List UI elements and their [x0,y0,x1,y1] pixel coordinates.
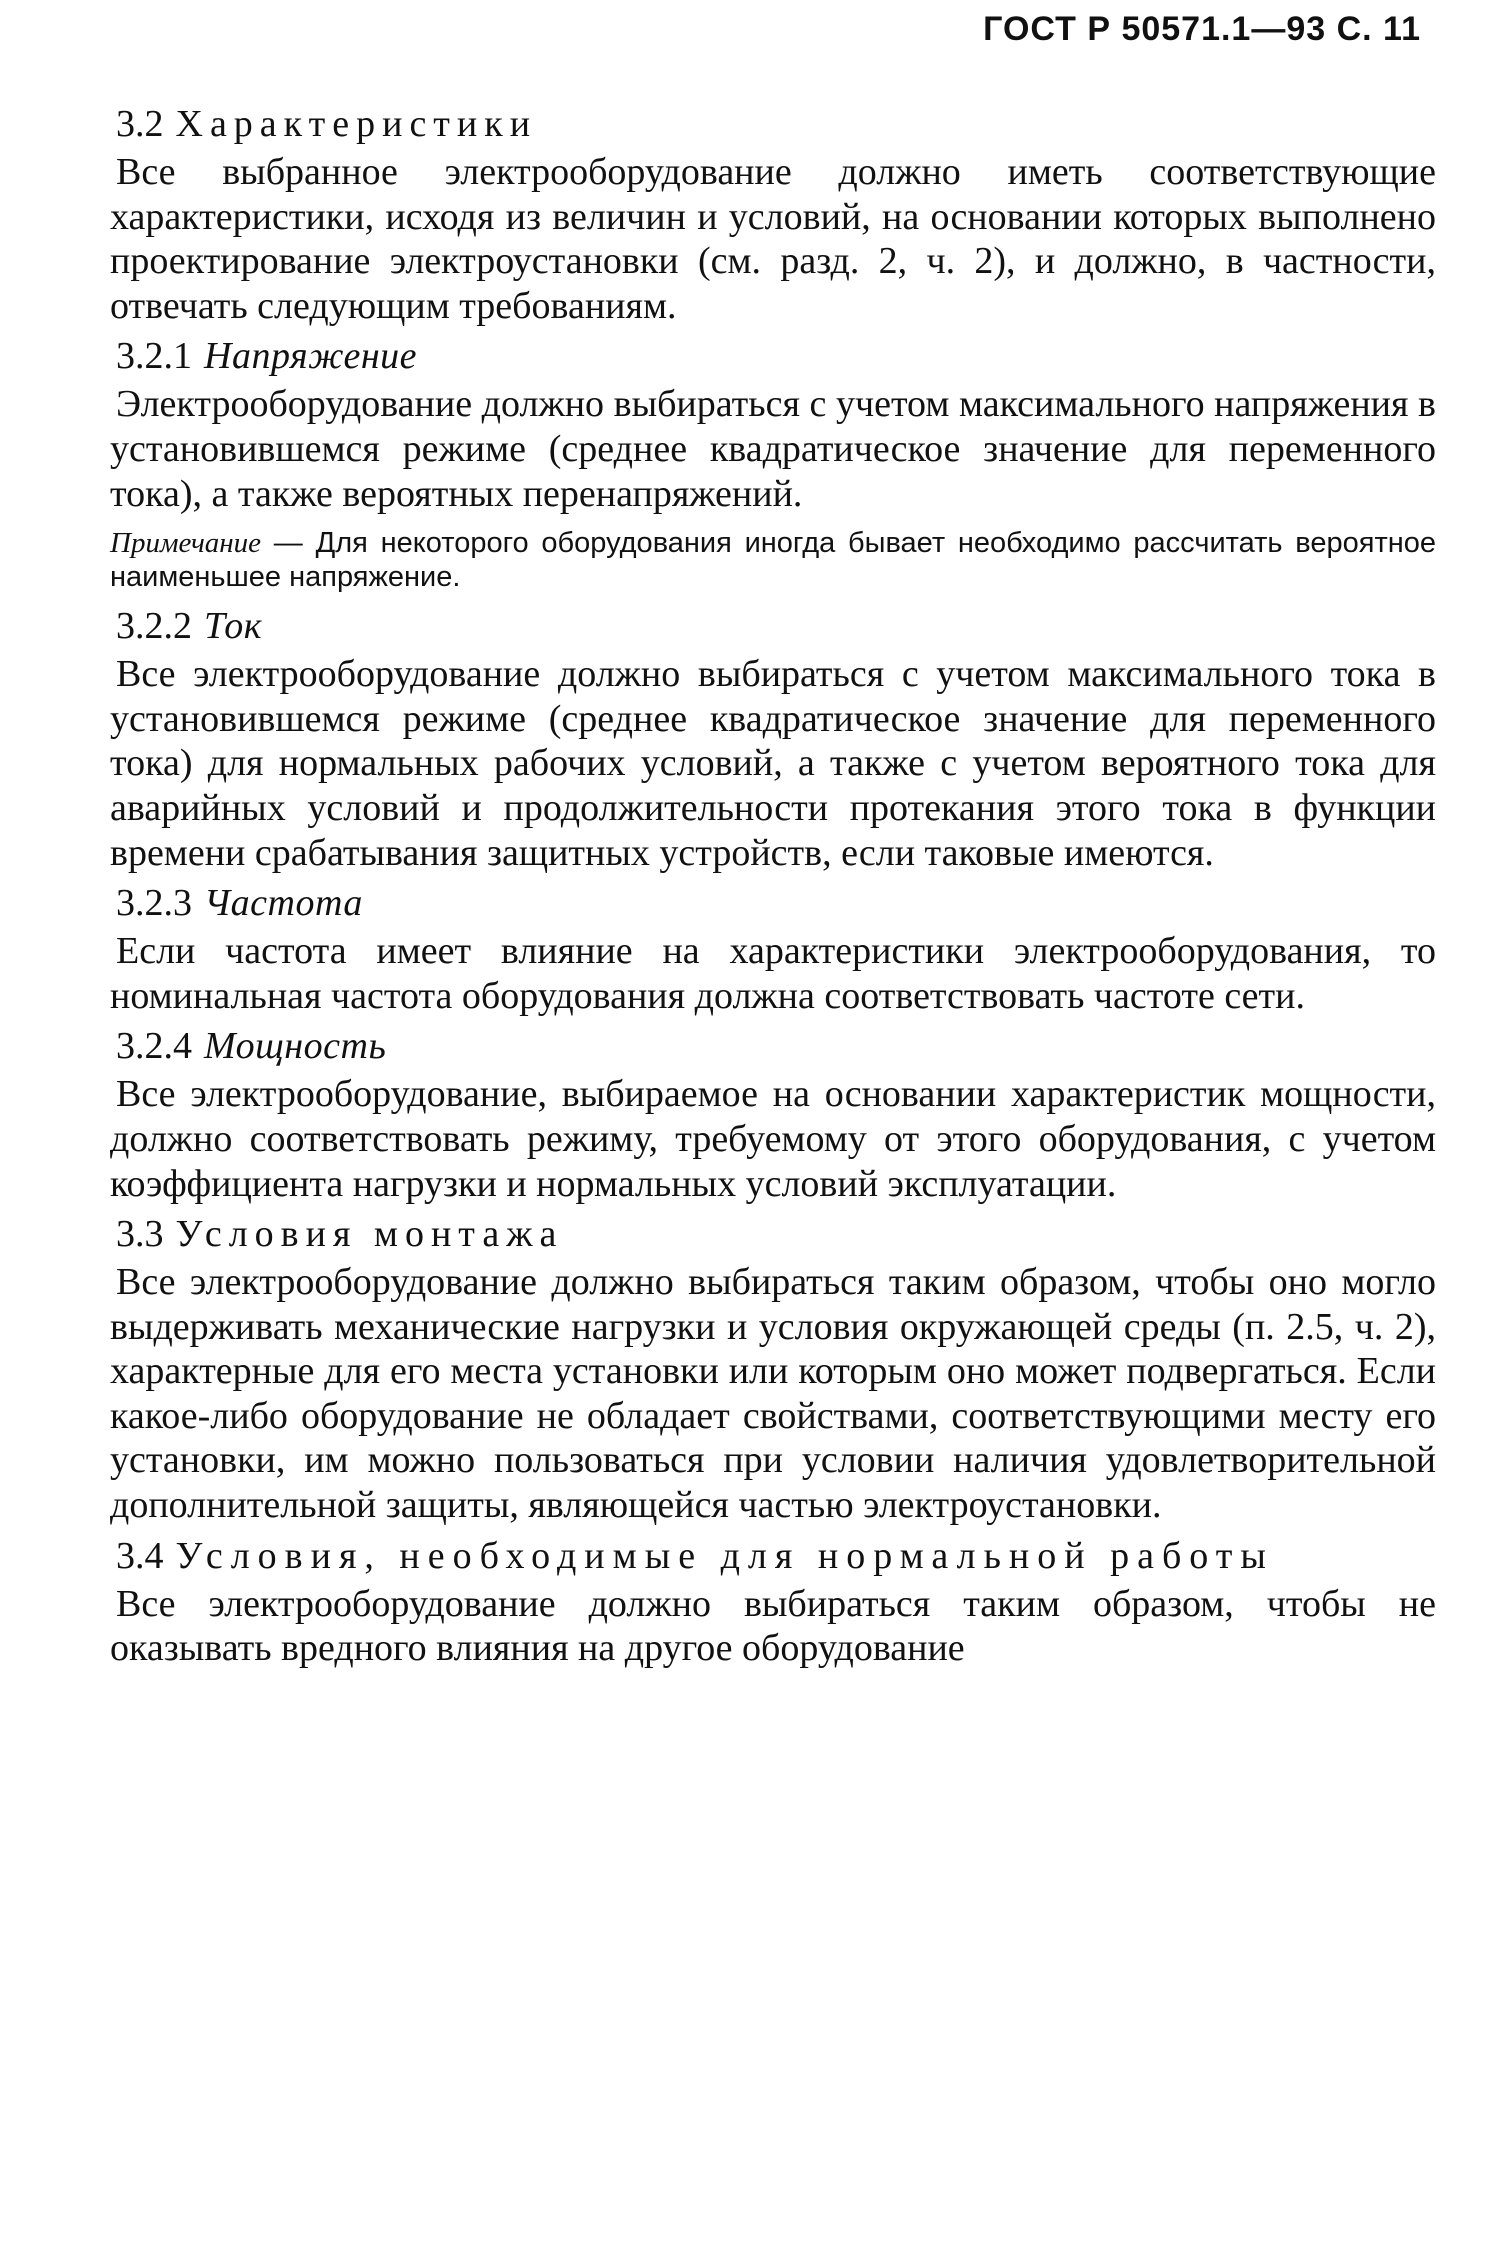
section-paragraph-3-2-4: Все электрооборудование, выбираемое на основании характеристик мощности, должно соответствовать режиму, требуемому от этого оборудования, с учетом коэффициента нагрузки и нормальных условий эксплуатации. [110,1073,1436,1205]
section-heading-3-2 [110,102,1436,146]
section-heading-3-3 [110,1212,1436,1256]
section-heading-3-4 [110,1534,1436,1578]
section-number: 3.2 [116,103,164,145]
section-paragraph-3-2-3: Если частота имеет влияние на характеристики электрооборудования, то номинальная частота оборудования должна соответствовать частоте сети. [110,930,1436,1017]
section-paragraph-3-3: Все электрооборудование должно выбираться таким образом, чтобы оно могло выдерживать механические нагрузки и условия окружающей среды (п. 2.5, ч. 2), характерные для его места установки или которым оно может подвергаться. Если какое-либо оборудование не обладает свойствами, соответствующими месту его установки, им можно пользоваться при условии наличия удовлетворительной дополнительной защиты, являющейся частью электроустановки. [110,1261,1436,1527]
section-title: Характеристики [175,103,538,145]
section-title: Условия, необходимые для нормальной работы [175,1534,1274,1577]
section-heading-3-2-1 [110,334,1436,378]
section-paragraph-3-2-2: Все электрооборудование должно выбираться с учетом максимального тока в установившемся режиме (среднее квадратическое значение для переменного тока) для нормальных рабочих условий, а также с учетом вероятного тока для аварийных условий и продолжительности протекания этого тока в функции времени срабатывания защитных устройств, если таковые имеются. [110,653,1436,874]
page-header: ГОСТ Р 50571.1—93 С. 11 [983,10,1421,48]
section-number: 3.2.4 [116,1025,192,1068]
section-number: 3.4 [116,1534,164,1577]
section-number: 3.2.1 [116,335,192,378]
section-heading-3-2-2 [110,604,1436,648]
note-paragraph [110,526,1436,594]
section-title: Условия монтажа [175,1213,564,1256]
section-number: 3.2.2 [116,605,192,648]
section-heading-3-2-3 [110,881,1436,925]
section-title: Частота [204,882,363,925]
section-title: Напряжение [204,335,418,378]
section-paragraph-3-2: Все выбранное электрооборудование должно иметь соответствующие характеристики, исходя из величин и условий, на основании которых выполнено проектирование электроустановки (см. разд. 2, ч. 2), и должно, в частности, отвечать следующим требованиям. [110,151,1436,327]
section-paragraph-3-2-1: Электрооборудование должно выбираться с учетом максимального напряжения в установившемся режиме (среднее квадратическое значение для переменного тока), а также вероятных перенапряжений. [110,383,1436,515]
section-paragraph-3-4: Все электрооборудование должно выбираться таким образом, чтобы не оказывать вредного влияния на другое оборудование [110,1582,1436,1670]
section-title: Мощность [204,1025,387,1068]
document-body [110,102,1436,1677]
section-number: 3.3 [116,1213,164,1256]
section-number: 3.2.3 [116,882,192,925]
section-title: Ток [204,605,263,648]
note-label: Примечание [110,527,262,560]
section-heading-3-2-4 [110,1024,1436,1068]
note-text: — Для некоторого оборудования иногда бывает необходимо рассчитать вероятное наименьшее напряжение. [110,527,1436,594]
